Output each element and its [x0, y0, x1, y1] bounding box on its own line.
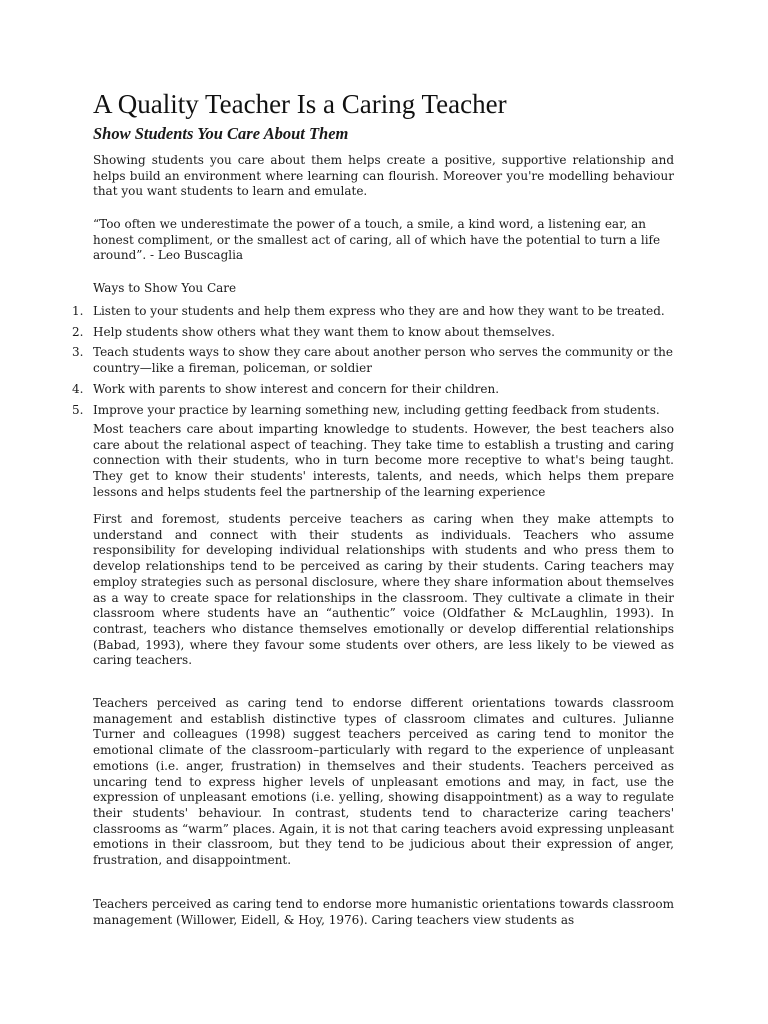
list-number: 2.: [72, 324, 84, 339]
list-item: [72, 382, 674, 398]
list-item-text: Work with parents to show interest and concern for their children.: [93, 381, 500, 396]
body-paragraph-3: Teachers perceived as caring tend to endorse different orientations towards classroom management and establish distinctive types of classroom climates and cultures. Julianne Turner and colleagues (1998) suggest teachers perceived as caring tend to monitor the emotional climate of the classroom–particularly with regard to the experience of unpleasant emotions (i.e. anger, frustration) in themselves and their students. Teachers perceived as uncaring tend to express higher levels of unpleasant emotions and may, in fact, use the expression of unpleasant emotions (i.e. yelling, showing disappointment) as a way to regulate their students' behaviour. In contrast, students tend to characterize caring teachers' classrooms as “warm” places. Again, it is not that caring teachers avoid expressing unpleasant emotions in their classroom, but they tend to be judicious about their expression of anger, frustration, and disappointment.: [93, 696, 674, 868]
list-number: 4.: [72, 381, 84, 396]
body-paragraph-1: Most teachers care about imparting knowledge to students. However, the best teachers also care about the relational aspect of teaching. They take time to establish a trusting and caring connection with their students, who in turn become more receptive to what's being taught. They get to know their students' interests, talents, and needs, which helps them prepare lessons and helps students feel the partnership of the learning experience: [93, 422, 674, 499]
ways-list: [72, 304, 674, 423]
page-title: A Quality Teacher Is a Caring Teacher: [93, 89, 507, 119]
list-item-text: Listen to your students and help them express who they are and how they want to be treated.: [93, 304, 665, 318]
intro-paragraph: Showing students you care about them helps create a positive, supportive relationship and helps build an environment where learning can flourish. Moreover you're modelling behaviour that you want students to learn and emulate.: [93, 153, 674, 199]
body-paragraph-2: First and foremost, students perceive teachers as caring when they make attempts to understand and connect with their students as individuals. Teachers who assume responsibility for developing individual relationships with students and who press them to develop relationships tend to be perceived as caring by their students. Caring teachers may employ strategies such as personal disclosure, where they share information about themselves as a way to create space for relationships in the classroom. They cultivate a climate in their classroom where students have an “authentic” voice (Oldfather & McLaughlin, 1993). In contrast, teachers who distance themselves emotionally or develop differential relationships (Babad, 1993), where they favour some students over others, are less likely to be viewed as caring teachers.: [93, 512, 674, 668]
ways-heading: Ways to Show You Care: [93, 281, 237, 295]
list-item: [72, 325, 674, 341]
list-item: [72, 304, 674, 320]
list-number: 5.: [72, 402, 84, 417]
list-number: 1.: [72, 304, 84, 318]
section-subtitle: Show Students You Care About Them: [93, 124, 349, 143]
body-paragraph-4: Teachers perceived as caring tend to endorse more humanistic orientations towards classroom management (Willower, Eidell, & Hoy, 1976). Caring teachers view students as: [93, 897, 674, 927]
list-item: [72, 345, 674, 376]
list-item-text: Teach students ways to show they care about another person who serves the community or the country—like a fireman, policeman, or soldier: [93, 345, 673, 376]
list-number: 3.: [72, 345, 84, 360]
list-item: [72, 403, 674, 419]
list-item-text: Improve your practice by learning something new, including getting feedback from students.: [93, 402, 660, 417]
quote-paragraph: “Too often we underestimate the power of a touch, a smile, a kind word, a listening ear, an honest compliment, or the smallest act of caring, all of which have the potential to turn a life around”. - Leo Buscaglia: [93, 217, 661, 263]
list-item-text: Help students show others what they want them to know about themselves.: [93, 324, 555, 339]
